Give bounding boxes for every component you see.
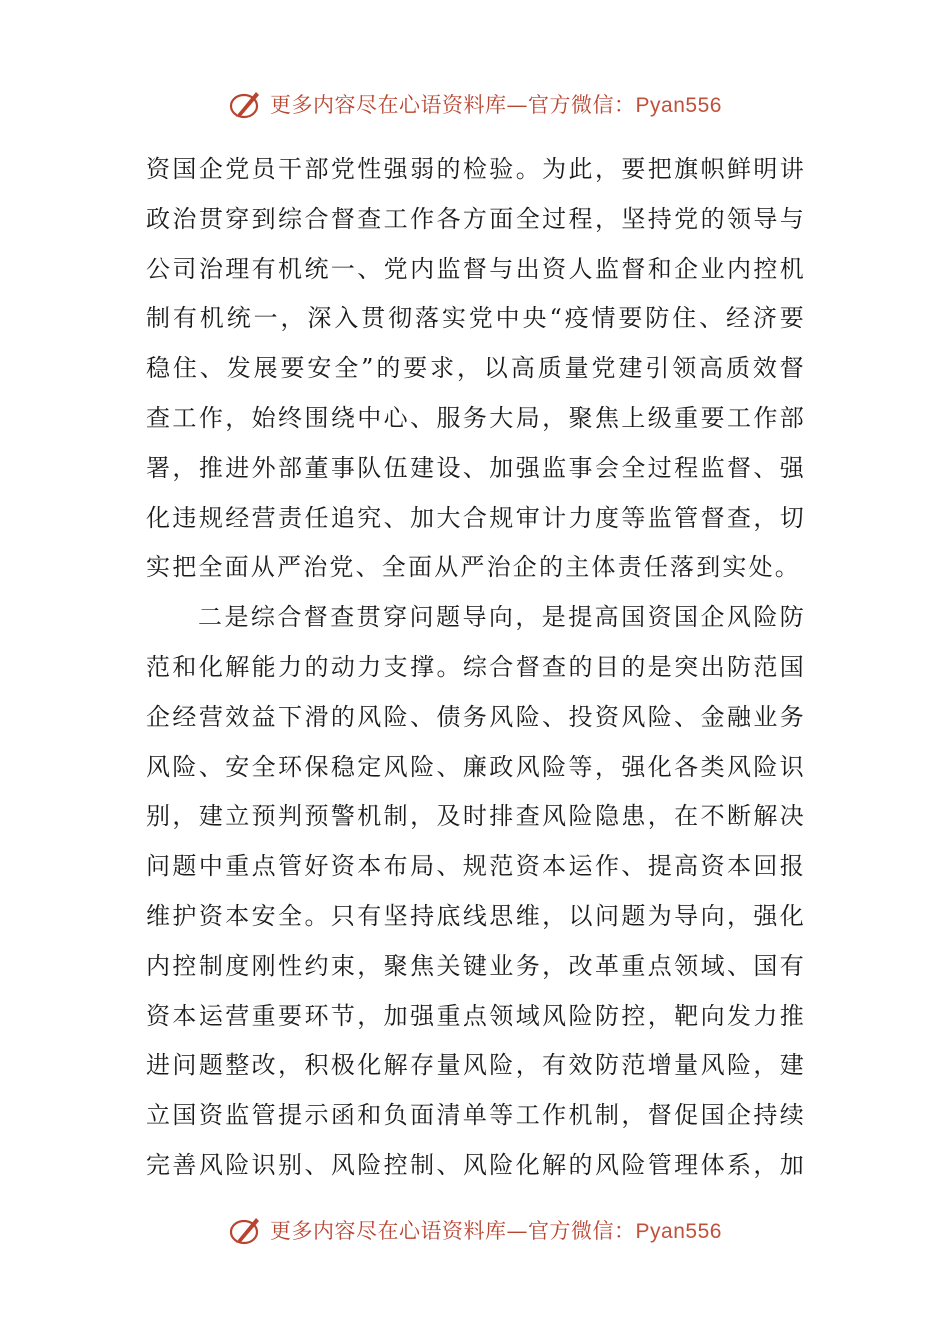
- text-line: 资国企党员干部党性强弱的检验。为此，要把旗帜鲜明讲: [146, 155, 806, 183]
- text-line: 范和化解能力的动力支撑。综合督查的目的是突出防范国: [146, 652, 806, 681]
- text-line: 立国资监管提示函和负面清单等工作机制，督促国企持续: [146, 1101, 806, 1130]
- text-line: 企经营效益下滑的风险、债务风险、投资风险、金融业务: [146, 702, 806, 731]
- text-line: 实把全面从严治党、全面从严治企的主体责任落到实处。: [146, 553, 801, 582]
- text-line: 化违规经营责任追究、加大合规审计力度等监管督查，切: [146, 503, 806, 532]
- header-watermark: [0, 80, 950, 128]
- text-line: 公司治理有机统一、党内监督与出资人监督和企业内控机: [146, 254, 806, 283]
- quill-logo-icon: [228, 1212, 264, 1248]
- text-line: 内控制度刚性约束，聚焦关键业务，改革重点领域、国有: [146, 951, 806, 980]
- text-line: 稳住、发展要安全”的要求，以高质量党建引领高质效督: [146, 354, 806, 383]
- watermark-text: 更多内容尽在心语资料库—官方微信：Pyan556: [270, 1219, 722, 1243]
- document-body: [146, 145, 806, 1191]
- text-line: 查工作，始终围绕中心、服务大局，聚焦上级重要工作部: [146, 403, 806, 432]
- quill-logo-icon: [228, 86, 264, 122]
- text-line: 二是综合督查贯穿问题导向，是提高国资国企风险防: [198, 603, 806, 632]
- text-line: 制有机统一，深入贯彻落实党中央“疫情要防住、经济要: [146, 304, 806, 333]
- text-line: 政治贯穿到综合督查工作各方面全过程，坚持党的领导与: [146, 204, 806, 233]
- text-line: 完善风险识别、风险控制、风险化解的风险管理体系，加: [146, 1150, 806, 1179]
- text-line: 别，建立预判预警机制，及时排查风险隐患，在不断解决: [146, 802, 806, 831]
- footer-watermark: [0, 1206, 950, 1254]
- paragraph-1: [146, 145, 806, 593]
- watermark-text: 更多内容尽在心语资料库—官方微信：Pyan556: [270, 93, 722, 117]
- text-line: 风险、安全环保稳定风险、廉政风险等，强化各类风险识: [146, 752, 806, 781]
- text-line: 资本运营重要环节，加强重点领域风险防控，靶向发力推: [146, 1001, 806, 1030]
- text-line: 问题中重点管好资本布局、规范资本运作、提高资本回报: [146, 852, 806, 881]
- text-line: 进问题整改，积极化解存量风险，有效防范增量风险，建: [146, 1051, 806, 1080]
- text-line: 维护资本安全。只有坚持底线思维，以问题为导向，强化: [146, 901, 806, 930]
- paragraph-2: [146, 593, 806, 1191]
- text-line: 署，推进外部董事队伍建设、加强监事会全过程监督、强: [146, 453, 806, 482]
